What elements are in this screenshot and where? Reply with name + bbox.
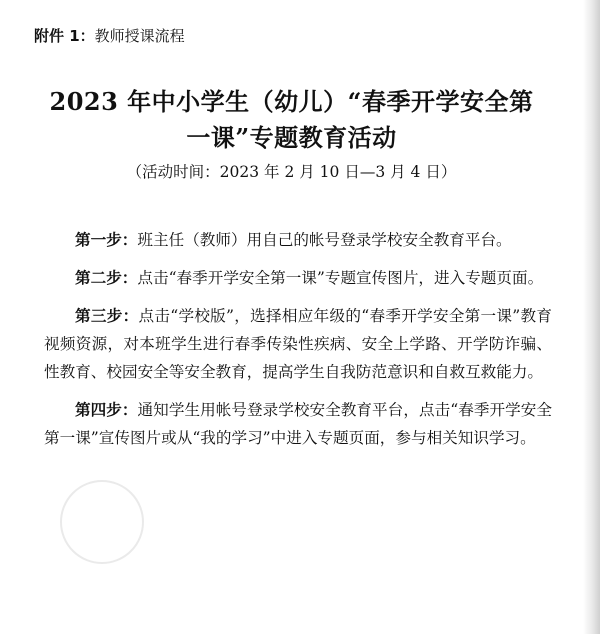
attachment-text: 教师授课流程: [94, 27, 185, 45]
step-2-text: 点击“春季开学安全第一课”专题宣传图片，进入专题页面。: [137, 269, 544, 287]
faint-seal-stamp: [60, 480, 144, 564]
step-1-label: 第一步：: [75, 230, 138, 249]
steps-list: [44, 226, 552, 462]
step-3-text: 点击“学校版”，选择相应年级的“春季开学安全第一课”教育视频资源，对本班学生进行春季传染性疾病、安全上学路、开学防诈骗、性教育、校园安全等安全教育，提高学生自我防范意识和自救互救能力。: [44, 307, 552, 381]
attachment-heading: [34, 26, 185, 46]
title-line-2: 一课”专题教育活动: [186, 123, 397, 152]
attachment-label: 附件 1：: [34, 27, 95, 45]
step-3-label: 第三步：: [75, 306, 139, 325]
activity-time: （活动时间：2023 年 2 月 10 日—3 月 4 日）: [126, 163, 457, 181]
step-4: [44, 396, 552, 452]
step-4-text: 通知学生用帐号登录学校安全教育平台，点击“春季开学安全第一课”宣传图片或从“我的学习”中进入专题页面，参与相关知识学习。: [44, 401, 552, 447]
step-2-label: 第二步：: [75, 268, 138, 287]
step-4-label: 第四步：: [75, 400, 138, 419]
step-1: [44, 226, 552, 254]
step-2: [44, 264, 552, 292]
title-line-1: 2023 年中小学生（幼儿）“春季开学安全第: [49, 87, 534, 116]
step-1-text: 班主任（教师）用自己的帐号登录学校安全教育平台。: [137, 231, 512, 249]
page-edge-shadow: [583, 0, 600, 634]
document-title: [0, 84, 583, 156]
step-3: [44, 302, 552, 386]
